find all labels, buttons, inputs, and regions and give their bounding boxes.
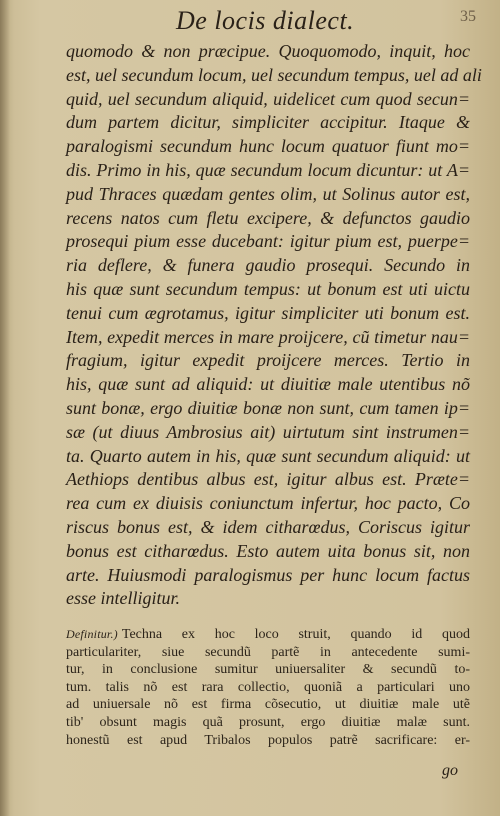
annotation-line xyxy=(66,626,470,644)
running-head xyxy=(0,6,500,40)
main-text-line: quomodo & non præcipue. Quoquomodo, inquit, hoc xyxy=(66,41,470,61)
main-text-line: tenui cum ægrotamus, igitur simpliciter uti bonum est. xyxy=(66,302,470,323)
main-text-line: sunt bonæ, ergo diuitiæ bonæ non sunt, cum tamen ip= xyxy=(66,397,470,418)
annotation-line: tum. talis nõ est rara collectio, quoniã a particulari uno xyxy=(66,679,470,695)
main-text-line: rea cum ex diuisis coniunctum infertur, hoc pacto, Co xyxy=(66,493,470,514)
annotation-line: tur, in conclusione sumitur uniuersaliter & secundũ to- xyxy=(66,662,470,678)
annotation-line: honestũ est apud Tribalos populos patrẽ sacrificare: er- xyxy=(66,732,470,748)
main-text-line: his quæ sunt secundum tempus: ut bonum est uti uictu xyxy=(66,278,470,299)
catchword: go xyxy=(442,762,458,779)
main-text-line: fragium, igitur expedit proijcere merces. Tertio in xyxy=(66,350,470,371)
main-text-line: ria deflere, & funera gaudio prosequi. Secundo in xyxy=(66,255,470,276)
main-text-line: paralogismi secundum hunc locum quatuor fiunt mo= xyxy=(66,136,470,157)
main-text-line: bonus est citharœdus. Esto autem uita bonus sit, non xyxy=(66,540,470,561)
main-text-line: arte. Huiusmodi paralogismus per hunc locum factus xyxy=(66,564,470,585)
main-text-line: sæ (ut diuus Ambrosius ait) uirtutum sint instrumen= xyxy=(66,421,470,442)
main-text-line: pud Thraces quædam gentes olim, ut Solinus autor est, xyxy=(66,183,470,204)
folio-number: 35 xyxy=(460,8,476,25)
main-text-line: his, quæ sunt ad aliquid: ut diuitiæ male utentibus nõ xyxy=(66,374,470,395)
main-text-line: quid, uel secundum aliquid, uidelicet cum quod secun= xyxy=(66,88,470,109)
annotation-line: ad uniuersale nõ est firma cõsecutio, ut diuitiæ male utẽ xyxy=(66,697,470,713)
running-title: De locis dialect. xyxy=(176,6,355,35)
main-text-line: ta. Quarto autem in his, quæ sunt secundum aliquid: ut xyxy=(66,445,470,466)
main-text-line: dum partem dicitur, simpliciter accipitur. Itaque & xyxy=(66,112,470,133)
annotation-block xyxy=(66,626,470,749)
main-text-line: esse intelligitur. xyxy=(66,588,180,609)
main-text-block xyxy=(66,40,482,611)
main-text-line: est, uel secundum locum, uel secundum tempus, uel ad ali xyxy=(66,64,482,85)
main-text-line: Aethiops dentibus albus est, igitur albus est. Præte= xyxy=(66,469,470,490)
annotation-line: tib' obsunt magis quã prosunt, ergo diuitiæ malæ sunt. xyxy=(66,714,470,730)
annotation-line: particulariter, siue secundũ partẽ in antecedente sumi- xyxy=(66,644,470,660)
annotation-marker: Definitur.) xyxy=(66,627,118,641)
main-text-line: riscus bonus est, & idem citharœdus, Coriscus igitur xyxy=(66,516,470,537)
main-text-line: recens natos cum fletu excipere, & defunctos gaudio xyxy=(66,207,470,228)
main-text-line: dis. Primo in his, quæ secundum locum dicuntur: ut A= xyxy=(66,159,470,180)
gutter-shadow xyxy=(0,0,10,816)
main-text-line: prosequi pium esse ducebant: igitur pium est, puerpe= xyxy=(66,231,470,252)
main-text-line: Item, expedit merces in mare proijcere, cũ timetur nau= xyxy=(66,326,470,347)
annotation-line-text: Techna ex hoc loco struit, quando id quod xyxy=(121,627,470,642)
